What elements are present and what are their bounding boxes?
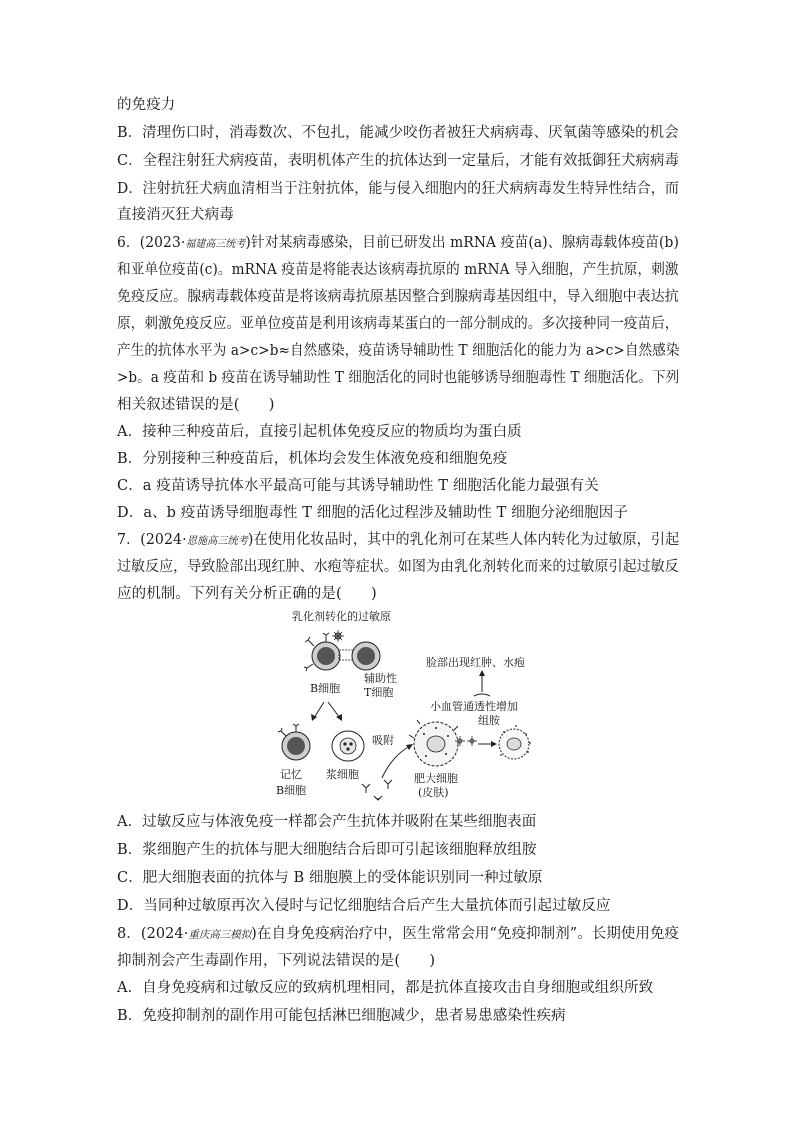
q7-source: 恩施高三统考 [186,535,248,547]
b-cell-icon [304,633,340,671]
q6-stem-line5: 产生的抗体水平为 a>c>b≈自然感染，疫苗诱导辅助性 T 细胞活化的能力为 a>c>自然感染 [117,343,680,359]
q8-stem-line1 [117,924,680,945]
antibody-icon [362,780,392,800]
q6-option-b: B．分别接种三种疫苗后，机体均会发生体液免疫和细胞免疫 [117,451,508,467]
q6-source: 福建高三统考 [185,238,246,250]
q6-option-a: A．接种三种疫苗后，直接引起机体免疫反应的物质均为蛋白质 [117,424,522,440]
memory-label-2: B细胞 [276,784,307,797]
histamine-label: 组胺 [478,714,500,727]
q8-source: 重庆高三模拟 [188,929,252,941]
q7-stem-line1 [117,530,680,551]
q6-stem-line2: 和亚单位疫苗(c)。mRNA 疫苗是将能表达该病毒抗原的 mRNA 导入细胞，产生抗原，刺激 [117,262,679,278]
q7-stem-text: )在使用化妆品时，其中的乳化剂可在某些人体内转化为过敏原，引起 [247,532,680,548]
mast-cell-label-2: (皮肤) [418,786,449,799]
option-a-continuation: 的免疫力 [117,97,176,113]
mast-cell-icon [409,720,458,766]
q8-number: 8．(2024· [117,926,189,942]
q6-option-d: D．a、b 疫苗诱导细胞毒性 T 细胞的活化过程涉及辅助性 T 细胞分泌细胞因子 [117,505,628,521]
q8-option-b: B．免疫抑制剂的副作用可能包括淋巴细胞减少，患者易患感染性疾病 [117,1008,566,1024]
allergen-star-icon [332,630,344,642]
allergy-mechanism-figure [268,606,548,802]
q7-stem-line2: 过敏反应，导致脸部出现红肿、水疱等症状。如图为由乳化剂转化而来的过敏原引起过敏反 [117,559,679,575]
q6-stem-line3: 免疫反应。腺病毒载体疫苗是将该病毒抗原基因整合到腺病毒基因组中，导入细胞中表达抗 [117,289,679,305]
q8-stem-line2: 抑制剂会产生毒副作用，下列说法错误的是( ) [117,953,436,969]
helper-t-label-2: T细胞 [364,686,394,699]
memory-b-cell-icon [278,724,310,760]
q6-number: 6．(2023· [117,235,186,251]
mast-cell-label-1: 肥大细胞 [414,772,458,785]
q5-option-c: C．全程注射狂犬病疫苗，表明机体产生的抗体达到一定量后，才能有效抵御狂犬病病毒 [117,153,680,169]
q5-option-b: B．清理伤口时，消毒数次、不包扎，能减少咬伤者被狂犬病病毒、厌氧菌等感染的机会 [117,125,679,141]
adsorb-label: 吸附 [372,734,394,747]
allergen-label: 乳化剂转化的过敏原 [292,610,391,623]
q6-option-c: C．a 疫苗诱导抗体水平最高可能与其诱导辅助性 T 细胞活化能力最强有关 [117,478,599,494]
q7-option-a: A．过敏反应与体液免疫一样都会产生抗体并吸附在某些细胞表面 [117,814,537,830]
q6-stem-line4: 原，刺激免疫反应。亚单位疫苗是利用该病毒某蛋白的一部分制成的。多次接种同一疫苗后， [117,316,679,332]
q6-stem-line6: >b。a 疫苗和 b 疫苗在诱导辅助性 T 细胞活化的同时也能够诱导细胞毒性 T 细胞活化。下列 [117,370,680,386]
q5-option-d-continuation: 直接消灭狂犬病毒 [117,207,234,223]
b-cell-label: B细胞 [310,682,341,695]
helper-t-label-1: 辅助性 [364,672,397,685]
q6-stem-text: )针对某病毒感染，目前已研发出 mRNA 疫苗(a)、腺病毒载体疫苗(b) [245,235,679,251]
histamine-release-icon [499,725,531,759]
q5-option-d: D．注射抗狂犬病血清相当于注射抗体，能与侵入细胞内的狂犬病病毒发生特异性结合，而 [117,181,679,197]
plasma-cell-label: 浆细胞 [326,768,359,781]
q7-option-d: D．当同种过敏原再次入侵时与记忆细胞结合后产生大量抗体而引起过敏反应 [117,898,611,914]
q6-stem-line7: 相关叙述错误的是( ) [117,397,275,413]
q6-stem-line1 [117,233,679,254]
q7-option-c: C．肥大细胞表面的抗体与 B 细胞膜上的受体能识别同一种过敏原 [117,870,543,886]
q7-number: 7．(2024· [117,532,187,548]
plasma-cell-icon [332,731,364,761]
face-symptom-label: 脸部出现红肿、水疱 [426,656,525,669]
q8-option-a: A．自身免疫病和过敏反应的致病机理相同，都是抗体直接攻击自身细胞或组织所致 [117,980,654,996]
q7-stem-line3: 应的机制。下列有关分析正确的是( ) [117,586,377,602]
q7-option-b: B．浆细胞产生的抗体与肥大细胞结合后即可引起该细胞释放组胺 [117,842,537,858]
memory-label-1: 记忆 [280,768,302,781]
q8-stem-text: )在自身免疫病治疗中，医生常常会用“免疫抑制剂”。长期使用免疫 [251,926,680,942]
vessel-permeability-label: 小血管通透性增加 [430,700,518,713]
helper-t-cell-icon [352,642,380,670]
